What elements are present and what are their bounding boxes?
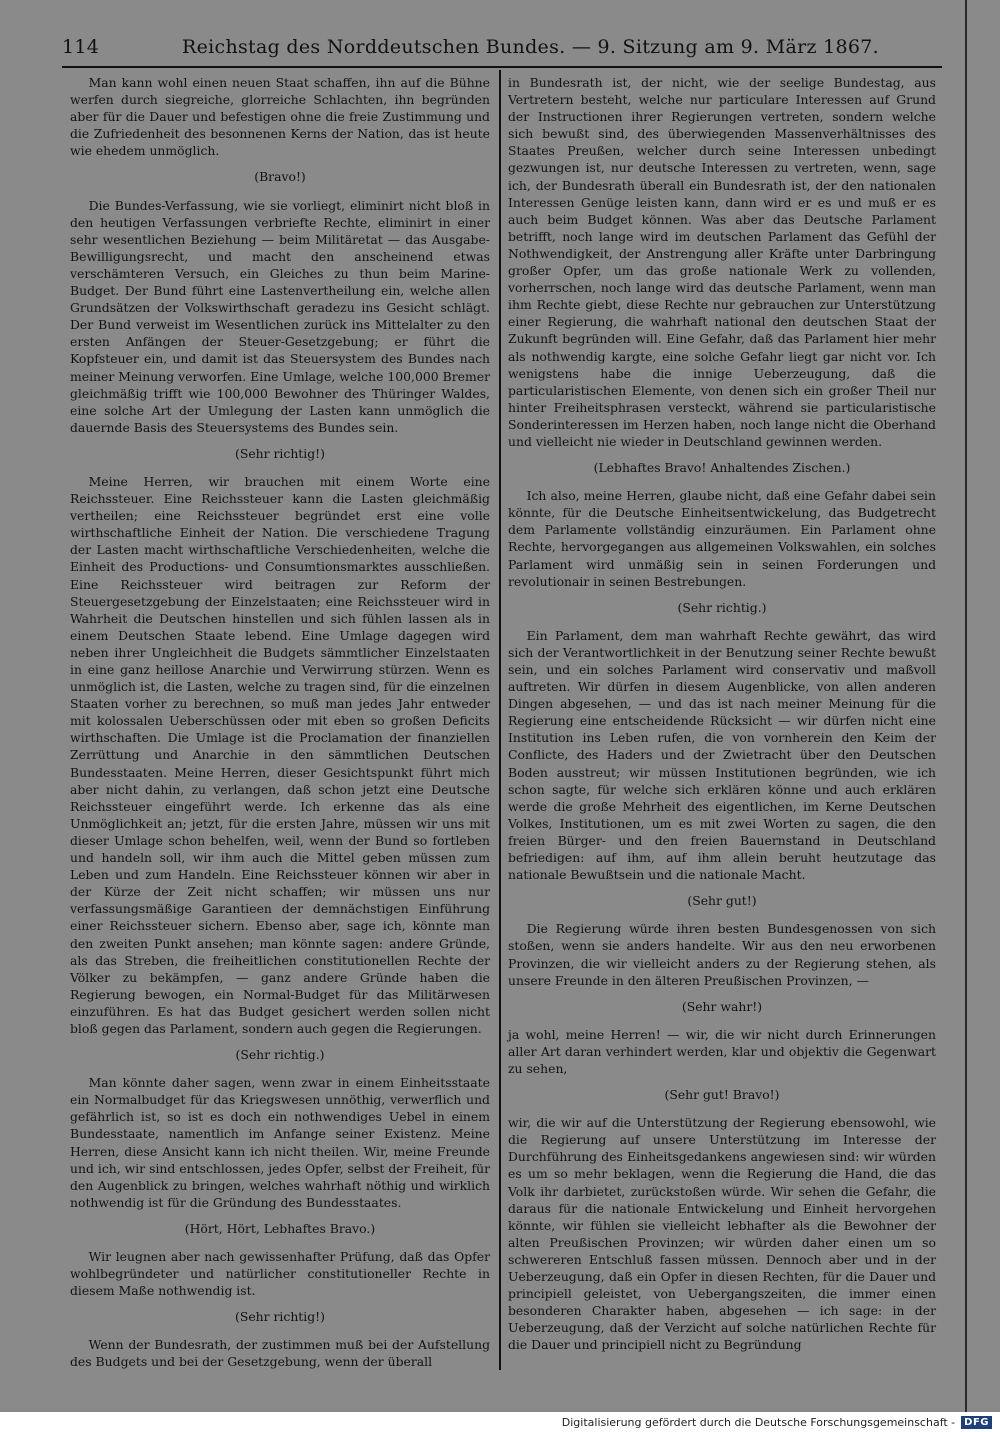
paragraph: Wir leugnen aber nach gewissenhafter Prüfung, daß das Opfer wohlbegründeter und natürlicher constitutioneller Rechte in diesem Maße nothwendig ist.: [70, 1249, 490, 1299]
paragraph: Die Bundes-Verfassung, wie sie vorliegt, eliminirt nicht bloß in den heutigen Verfassungen verbriefte Rechte, eliminirt in einer sehr wesentlichen Beziehung — beim Militäretat — das Ausgabe-Bewilligungsrecht, und macht den anscheinend etwas verschämteren Versuch, ein Gleiches zu thun beim Marine-Budget. Der Bund führt eine Lastenvertheilung ein, welche allen Grundsätzen der Volkswirthschaft geradezu ins Gesicht schlägt. Der Bund verweist im Wesentlichen zurück ins Mittelalter zu den ersten Anfängen der Steuer-Gesetzgebung; er führt die Kopfsteuer ein, und damit ist das Steuersystem des Bundes nach meiner Meinung verworfen. Eine Umlage, welche 100,000 Bremer gleichmäßig trifft wie 100,000 Bewohner des Thüringer Waldes, eine solche Art der Umlegung der Lasten kann unmöglich die dauernde Basis des Steuersystems des Bundes sein.: [70, 197, 490, 435]
interjection: (Sehr wahr!): [681, 998, 763, 1014]
page-header: [62, 36, 932, 62]
interjection: (Sehr richtig!): [235, 445, 325, 461]
interjection: (Sehr gut!): [687, 893, 757, 909]
paragraph: Ich also, meine Herren, glaube nicht, daß eine Gefahr dabei sein könnte, für die Deutsche Einheitsentwickelung, das Budgetrecht dem Parlamente vollständig einzuräumen. Ein Parlament ohne Rechte, hervorgegangen aus allgemeinen Volkswahlen, ein solches Parlament wird unmäßig sein in seinen Forderungen und revolutionair in seinen Bestrebungen.: [508, 488, 936, 589]
paragraph: Wenn der Bundesrath, der zustimmen muß bei der Aufstellung des Budgets und bei der Gesetzgebung, wenn der überall: [70, 1337, 490, 1370]
footer-credit: Digitalisierung gefördert durch die Deutsche Forschungsgemeinschaft -: [561, 1415, 956, 1429]
interjection: (Sehr richtig.): [677, 599, 767, 615]
interjection: (Sehr richtig.): [235, 1047, 325, 1063]
column-divider: [499, 70, 501, 1370]
left-column: [70, 74, 490, 1371]
paragraph: ja wohl, meine Herren! — wir, die wir nicht durch Erinnerungen aller Art daran verhindert werden, klar und objektiv die Gegenwart zu sehen,: [508, 1026, 936, 1076]
interjection: (Sehr gut! Bravo!): [664, 1087, 780, 1103]
dfg-logo: DFG: [961, 1416, 992, 1429]
page-number: 114: [62, 36, 100, 58]
paragraph: Man kann wohl einen neuen Staat schaffen, ihn auf die Bühne werfen durch siegreiche, glorreiche Schlachten, ihn begründen aber für die Dauer und befestigen ohne die freie Zustimmung und die Zufriedenheit des besonnenen Kerns der Nation, das ist heute wie ehedem unmöglich.: [70, 75, 490, 159]
interjection: (Lebhaftes Bravo! Anhaltendes Zischen.): [593, 460, 851, 476]
paragraph: Ein Parlament, dem man wahrhaft Rechte gewährt, das wird sich der Verantwortlichkeit in der Benutzung seiner Rechte bewußt sein, und ein solches Parlament wird conservativ und maßvoll auftreten. Wir dürfen in diesem Augenblicke, von allen anderen Dingen abgesehen, — und das ist nach meiner Meinung für die Regierung eine entscheidende Rücksicht — wir dürfen nicht eine Institution ins Leben rufen, die von vornherein den Keim der Conflicte, des Haders und der Zwietracht über den Deutschen Boden ausstreut; wir müssen Institutionen begründen, wie ich schon sagte, für welche sich erklären könne und auch erklären werde die große Mehrheit des eigentlichen, im Kerne Deutschen Volkes, Institutionen, um es mit zwei Worten zu sagen, die den freien Bürger- und den freien Bauernstand in Deutschland befriedigen: auf ihm, auf ihm allein beruht heutzutage das nationale Bewußtsein und die nationale Macht.: [508, 627, 936, 883]
header-rule: [62, 66, 942, 68]
footer-bar: [0, 1412, 1000, 1432]
right-column: [508, 74, 936, 1353]
interjection: (Hört, Hört, Lebhaftes Bravo.): [184, 1220, 376, 1236]
paragraph: wir, die wir auf die Unterstützung der Regierung ebensowohl, wie die Regierung auf unsere Unterstützung im Interesse der Durchführung des Einheitsgedankens angewiesen sind: wir würden es um so mehr beklagen, wenn die Regierung die Hand, die das Volk ihr darbietet, zurückstoßen würde. Wir sehen die Gefahr, die daraus für die nationale Entwickelung und Einheit hervorgehen könnte, wir fühlen sie vielleicht lebhafter als die Bewohner der alten Preußischen Provinzen; wir würden daher einen um so schwereren Entschluß fassen müssen. Dennoch aber und in der Ueberzeugung, daß ein Opfer in diesen Rechten, für die Dauer und principiell geleistet, von Uebergangszeiten, die immer einen besonderen Charakter haben, abgesehen — ich sage: in der Ueberzeugung, daß der Verzicht auf solche natürlichen Rechte für die Dauer und principiell nicht zu Begründung: [508, 1115, 936, 1353]
interjection: (Sehr richtig!): [235, 1309, 325, 1325]
page-edge: [965, 0, 967, 1412]
paragraph: Die Regierung würde ihren besten Bundesgenossen von sich stoßen, wenn sie anders handelte. Wir aus den neu erworbenen Provinzen, die wir vielleicht anders zu der Regierung stehen, als unsere Freunde in den älteren Preußischen Provinzen, —: [508, 921, 936, 988]
paragraph: Meine Herren, wir brauchen mit einem Worte eine Reichssteuer. Eine Reichssteuer kann die Lasten gleichmäßig vertheilen; eine Reichssteuer begründet erst eine volle wirthschaftliche Einheit der Nation. Die verschiedene Tragung der Lasten macht wirthschaftliche Verschiedenheiten, welche die Einheit des Productions- und Consumtionsmarktes ausschließen. Eine Reichssteuer wird beitragen zur Reform der Steuergesetzgebung der Einzelstaaten; eine Reichssteuer wird in Wahrheit die Deutschen hinstellen und sich fühlen lassen als in einem Deutschen Staate lebend. Eine Umlage dagegen wird neben ihrer Ungleichheit die Budgets sämmtlicher Einzelstaaten in eine ganz heillose Anarchie und Verwirrung stürzen. Wenn es unmöglich ist, die Lasten, welche zu tragen sind, für die einzelnen Staaten vorher zu berechnen, so muß man jedes Jahr entweder mit kolossalen Ueberschüssen oder mit eben so großen Deficits wirthschaften. Die Umlage ist die Proclamation der finanziellen Zerrüttung und Anarchie in den sämmtlichen Deutschen Bundesstaaten. Meine Herren, dieser Gesichtspunkt führt mich aber nicht dahin, zu verlangen, daß schon jetzt eine Deutsche Reichssteuer eingeführt werde. Ich erkenne das als eine Unmöglichkeit an; jetzt, für die ersten Jahre, müssen wir uns mit dieser Umlage schon behelfen, weil, wenn der Bund so fortleben und handeln soll, wir ihm auch die Mittel geben müssen zum Leben und zum Handeln. Eine Reichssteuer können wir aber in der Kürze der Zeit nicht schaffen; wir müssen uns nur verfassungsmäßige Garantieen der demnächstigen Einführung einer Reichssteuer sichern. Ebenso aber, sage ich, könnte man den zweiten Punkt ansehen; man könnte sagen: andere Gründe, als das Streben, die freiheitlichen constitutionellen Rechte der Völker zu bekämpfen, — ganz andere Gründe haben die Regierung bewogen, ein Normal-Budget für das Militärwesen einzuführen. Es hat das Budget gesichert werden sollen nicht bloß gegen das Parlament, sondern auch gegen die Regierungen.: [70, 473, 490, 1036]
interjection: (Bravo!): [254, 169, 306, 185]
page-title: Reichstag des Norddeutschen Bundes. — 9. Sitzung am 9. März 1867.: [182, 36, 880, 58]
paragraph: in Bundesrath ist, der nicht, wie der seelige Bundestag, aus Vertretern besteht, welche nur particulare Interessen auf Grund der Instructionen ihrer Regierungen vertreten, sondern welche sich bewußt sind, des überwiegenden Massenverhältnisses des Staates Preußen, welcher durch seine Interessen unbedingt gezwungen ist, nur deutsche Interessen zu vertreten, wenn, sage ich, der Bundesrath überall ein Bundesrath ist, der den nationalen Interessen Genüge leisten kann, dann wird er es und muß er es auch beim Budget können. Was aber das Deutsche Parlament betrifft, noch lange wird im deutschen Parlament das Gefühl der Nothwendigkeit, der Anstrengung aller Kräfte unter Darbringung großer Opfer, um das große nationale Werk zu vollenden, vorherrschen, noch lange wird das deutsche Parlament, wenn man ihm Rechte giebt, diese Rechte nur gebrauchen zur Unterstützung einer Regierung, die wahrhaft national den deutschen Staat der Zukunft begründen will. Eine Gefahr, daß das Parlament hier mehr als nothwendig kargte, eine solche Gefahr liegt gar nicht vor. Ich wenigstens habe die innige Ueberzeugung, daß die particularistischen Elemente, von denen sich ein großer Theil nur hinter Freiheitsphrasen versteckt, während sie particularistische Sonderinteressen im Herzen haben, noch lange nicht die Oberhand und vielleicht nie wieder in Deutschland gewinnen werden.: [508, 75, 936, 449]
paragraph: Man könnte daher sagen, wenn zwar in einem Einheitsstaate ein Normalbudget für das Kriegswesen unnöthig, verwerflich und gefährlich ist, so ist es doch ein nothwendiges Uebel in einem Bundesstaate, namentlich im Anfange seiner Existenz. Meine Herren, diese Ansicht kann ich nicht theilen. Wir, meine Freunde und ich, wir sind entschlossen, jedes Opfer, selbst der Freiheit, für den Augenblick zu bringen, welches wahrhaft nöthig und wirklich nothwendig ist für die Gründung des Bundesstaates.: [70, 1075, 490, 1210]
